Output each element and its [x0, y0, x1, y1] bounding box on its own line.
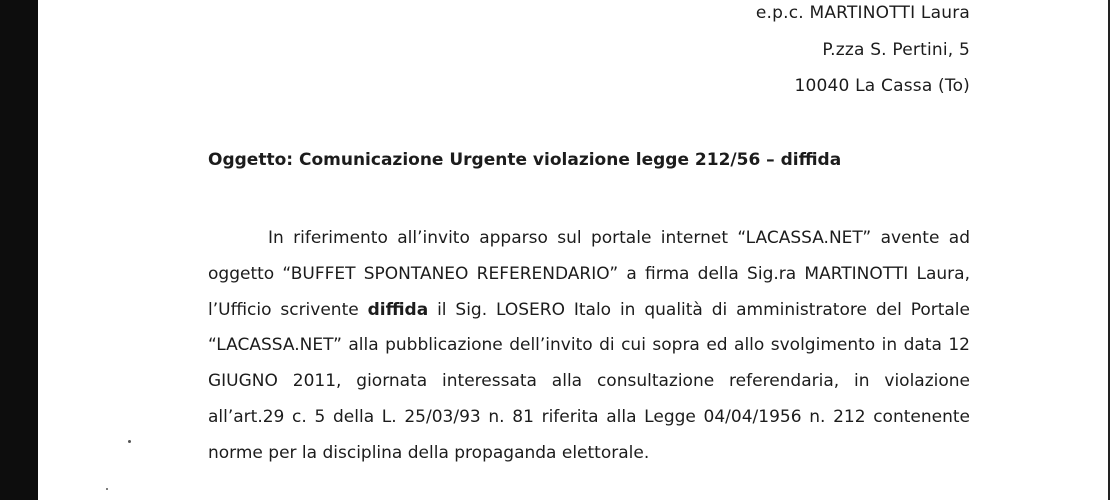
body-text-bold: diffida [367, 299, 429, 320]
scan-speck [106, 488, 108, 490]
recipient-city: 10040 La Cassa (To) [794, 76, 970, 96]
subject-line: Oggetto: Comunicazione Urgente violazione legge 212/56 – diffida [208, 150, 842, 170]
recipient-cc-line: e.p.c. MARTINOTTI Laura [755, 3, 970, 23]
recipient-street: P.zza S. Pertini, 5 [822, 40, 970, 60]
letter-body-paragraph [208, 221, 970, 472]
body-text-part-2: il Sig. LOSERO Italo in qualità di amministratore del Portale “LACASSA.NET” alla pubblicazione dell’invito di cui sopra ed allo svolgimento in data 12 GIUGNO 2011, giornata interessata alla consultazione referendaria, in violazione all’art.29 c. 5 della L. 25/03/93 n. 81 riferita alla Legge 04/04/1956 n. 212 contenente norme per la disciplina della propaganda elettorale. [208, 299, 970, 463]
scan-border-left [0, 0, 38, 500]
scan-speck [128, 440, 131, 443]
body-text-part-1: In riferimento all’invito apparso sul portale internet “LACASSA.NET” avente ad oggetto “BUFFET SPONTANEO REFERENDARIO” a firma della Sig.ra MARTINOTTI Laura, l’Ufficio scrivente [208, 228, 970, 320]
